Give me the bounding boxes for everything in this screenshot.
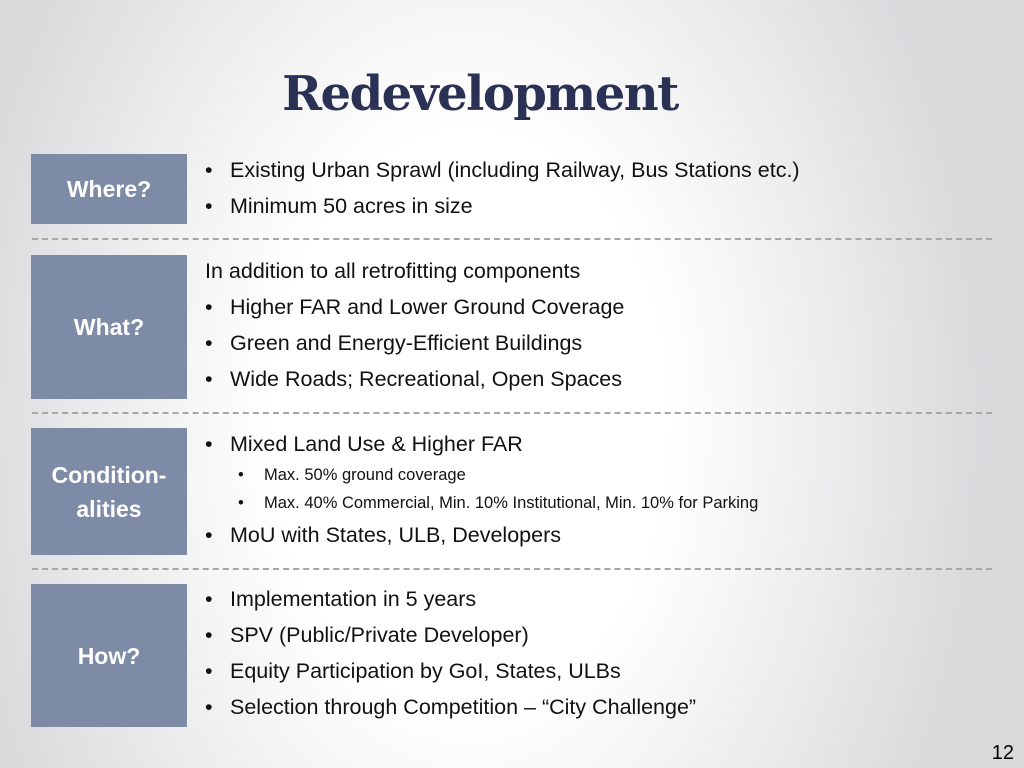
bullet-icon: • bbox=[205, 432, 213, 456]
section-divider bbox=[32, 412, 992, 414]
bullet-icon: • bbox=[205, 158, 213, 182]
bullet-item bbox=[205, 695, 696, 720]
bullet-item bbox=[205, 158, 800, 183]
page-number: 12 bbox=[991, 742, 1014, 764]
label-what: What? bbox=[31, 255, 187, 399]
label-conditionalities bbox=[31, 428, 187, 555]
bullet-icon: • bbox=[205, 367, 213, 391]
bullet-text: MoU with States, ULB, Developers bbox=[230, 523, 561, 547]
bullet-text: Green and Energy-Efficient Buildings bbox=[230, 331, 583, 355]
bullet-text: Wide Roads; Recreational, Open Spaces bbox=[230, 367, 622, 391]
section-divider bbox=[32, 238, 992, 240]
bullet-text: Existing Urban Sprawl (including Railway, Bus Stations etc.) bbox=[230, 158, 800, 182]
bullet-icon: • bbox=[205, 194, 213, 218]
label-line: Condition- bbox=[51, 461, 167, 488]
bullet-item bbox=[205, 659, 621, 684]
bullet-icon: • bbox=[205, 331, 213, 355]
bullet-icon: • bbox=[205, 623, 213, 647]
label-how: How? bbox=[31, 584, 187, 727]
bullet-text: Minimum 50 acres in size bbox=[230, 194, 473, 218]
bullet-item bbox=[205, 523, 561, 548]
bullet-icon: • bbox=[205, 523, 213, 547]
bullet-icon: • bbox=[238, 466, 244, 484]
bullet-icon: • bbox=[205, 295, 213, 319]
bullet-text: Higher FAR and Lower Ground Coverage bbox=[230, 295, 625, 319]
sub-bullet-text: Max. 50% ground coverage bbox=[264, 466, 466, 484]
sub-bullet-text: Max. 40% Commercial, Min. 10% Institutional, Min. 10% for Parking bbox=[264, 494, 759, 512]
bullet-text: Mixed Land Use & Higher FAR bbox=[230, 432, 523, 456]
section-divider bbox=[32, 568, 992, 570]
bullet-icon: • bbox=[238, 494, 244, 512]
bullet-item bbox=[205, 331, 582, 356]
sub-bullet-item bbox=[238, 466, 466, 485]
label-where: Where? bbox=[31, 154, 187, 224]
bullet-text: Selection through Competition – “City Challenge” bbox=[230, 695, 697, 719]
bullet-icon: • bbox=[205, 659, 213, 683]
bullet-text: SPV (Public/Private Developer) bbox=[230, 623, 529, 647]
bullet-text: Implementation in 5 years bbox=[230, 587, 477, 611]
bullet-item bbox=[205, 432, 523, 457]
bullet-item bbox=[205, 623, 529, 648]
bullet-item bbox=[205, 367, 622, 392]
slide-title: Redevelopment bbox=[282, 66, 678, 122]
bullet-text: Equity Participation by GoI, States, ULBs bbox=[230, 659, 621, 683]
bullet-item bbox=[205, 587, 476, 612]
intro-text: In addition to all retrofitting components bbox=[205, 259, 581, 283]
bullet-icon: • bbox=[205, 695, 213, 719]
bullet-icon: • bbox=[205, 587, 213, 611]
bullet-item bbox=[205, 194, 473, 219]
bullet-item bbox=[205, 295, 624, 320]
sub-bullet-item bbox=[238, 494, 758, 513]
label-line: alities bbox=[76, 495, 142, 522]
